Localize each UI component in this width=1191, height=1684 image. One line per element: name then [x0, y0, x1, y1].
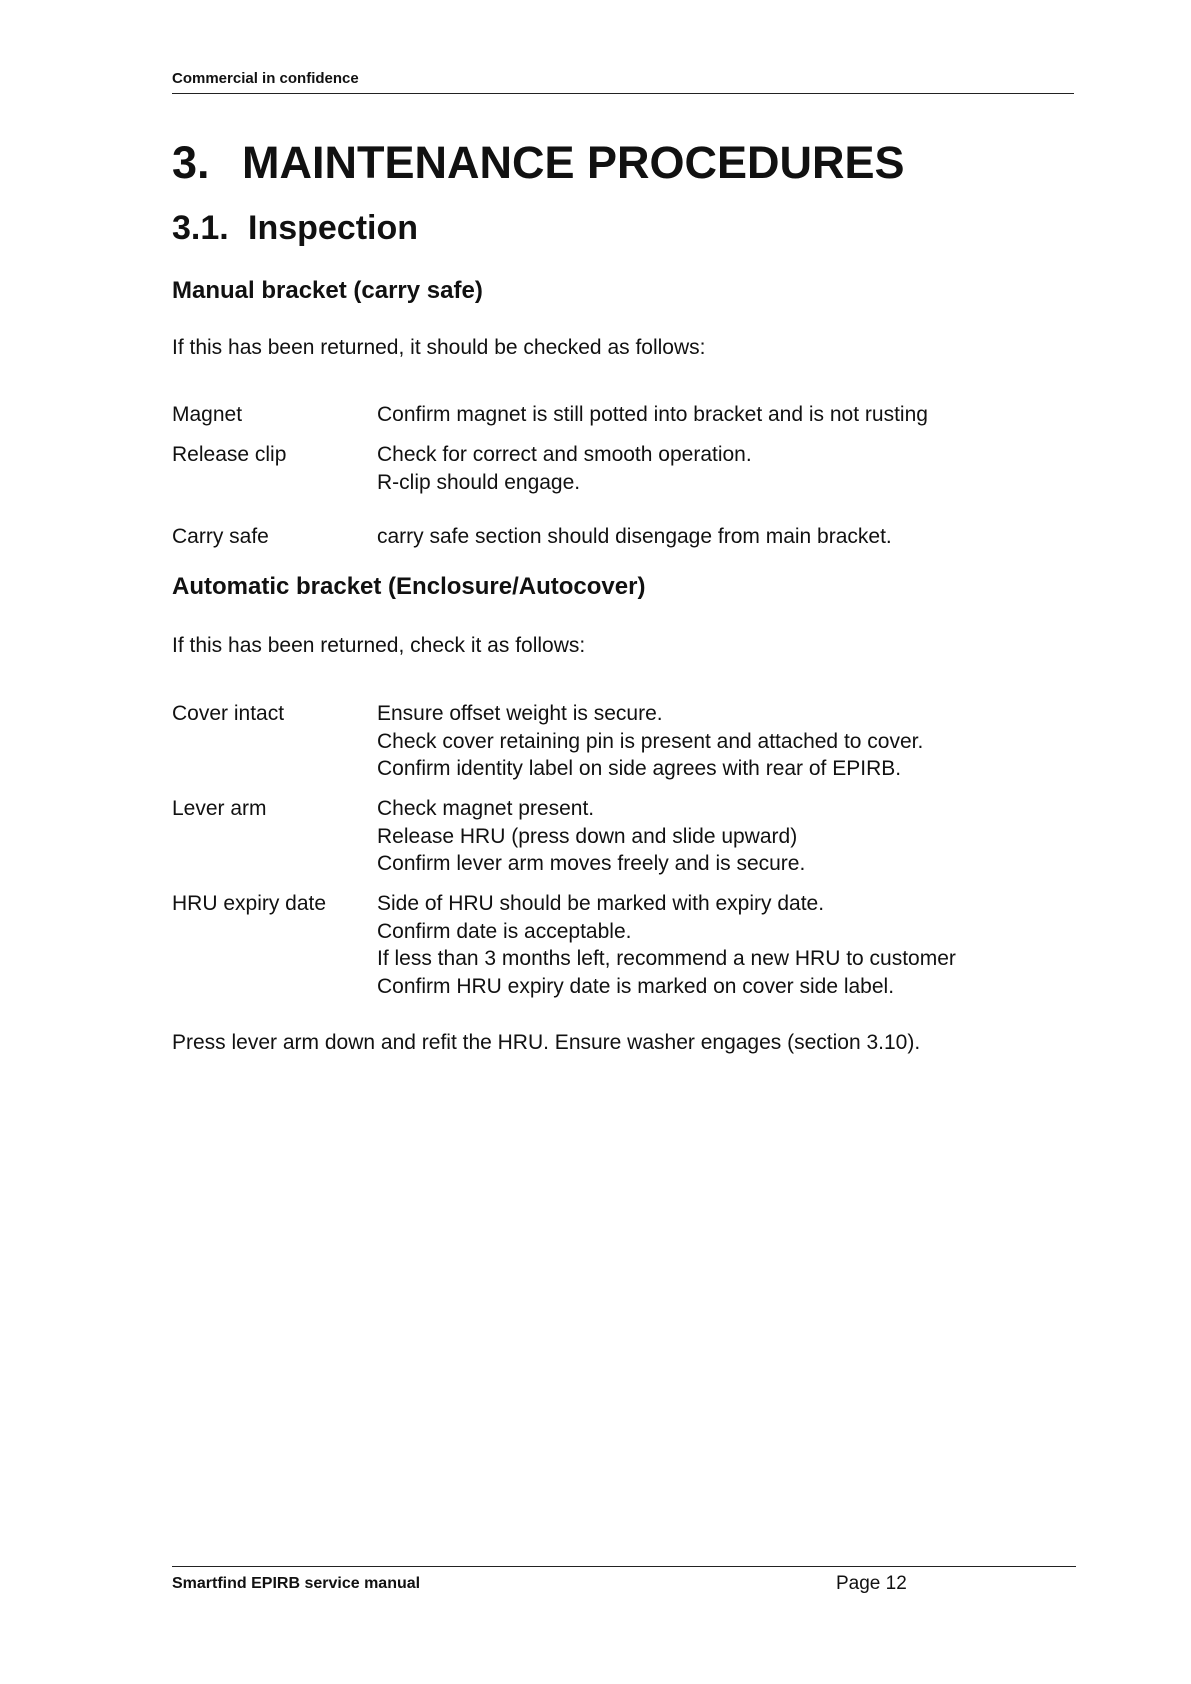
check-line: Side of HRU should be marked with expiry date. [377, 892, 825, 915]
manual-bracket-heading: Manual bracket (carry safe) [172, 277, 483, 304]
check-line: Confirm HRU expiry date is marked on cover side label. [377, 974, 895, 998]
check-line: If less than 3 months left, recommend a new HRU to customer [377, 947, 956, 970]
checklist-row-lever-arm [172, 795, 1052, 890]
section-number: 3.1. [172, 209, 229, 247]
manual-bracket-checklist [172, 401, 1052, 551]
chapter-number: 3. [172, 137, 210, 188]
check-label: Release clip [172, 443, 287, 466]
check-description [377, 401, 1052, 441]
check-description [377, 890, 1052, 1000]
check-label: HRU expiry date [172, 892, 327, 915]
confidentiality-notice: Commercial in confidence [172, 70, 359, 87]
closing-instruction: Press lever arm down and refit the HRU. Ensure washer engages (section 3.10). [172, 1031, 921, 1054]
checklist-row-magnet [172, 401, 1052, 441]
section-title [172, 208, 418, 248]
automatic-bracket-intro: If this has been returned, check it as follows: [172, 634, 586, 657]
manual-title: Smartfind EPIRB service manual [172, 1575, 421, 1592]
check-line: Check magnet present. [377, 797, 595, 820]
automatic-bracket-checklist [172, 700, 1052, 1000]
check-description [377, 795, 1052, 890]
check-label: Cover intact [172, 702, 285, 725]
check-line: Check cover retaining pin is present and attached to cover. [377, 729, 924, 753]
chapter-title [172, 137, 905, 189]
page-footer [172, 1566, 1076, 1597]
check-line: R-clip should engage. [377, 470, 581, 494]
automatic-bracket-heading: Automatic bracket (Enclosure/Autocover) [172, 573, 646, 600]
check-line: Release HRU (press down and slide upward) [377, 824, 798, 848]
check-line: Confirm identity label on side agrees with rear of EPIRB. [377, 757, 902, 780]
chapter-title-text: MAINTENANCE PROCEDURES [242, 137, 905, 188]
checklist-row-hru-expiry-date [172, 890, 1052, 1000]
check-line: carry safe section should disengage from main bracket. [377, 525, 892, 548]
checklist-row-release-clip [172, 441, 1052, 523]
check-line: Ensure offset weight is secure. [377, 702, 663, 725]
section-title-text: Inspection [248, 209, 419, 247]
check-line: Check for correct and smooth operation. [377, 443, 752, 466]
check-label: Carry safe [172, 525, 269, 548]
check-line: Confirm magnet is still potted into bracket and is not rusting [377, 403, 928, 426]
check-line: Confirm lever arm moves freely and is secure. [377, 852, 806, 875]
check-description [377, 700, 1052, 795]
check-label: Lever arm [172, 797, 267, 820]
checklist-row-cover-intact [172, 700, 1052, 795]
page-number: Page 12 [836, 1573, 907, 1594]
check-label: Magnet [172, 403, 243, 426]
checklist-row-carry-safe [172, 523, 1052, 551]
manual-bracket-intro: If this has been returned, it should be checked as follows: [172, 336, 706, 359]
page-header [172, 71, 1074, 94]
check-description [377, 441, 1052, 523]
check-description [377, 523, 1052, 551]
check-line: Confirm date is acceptable. [377, 919, 632, 943]
